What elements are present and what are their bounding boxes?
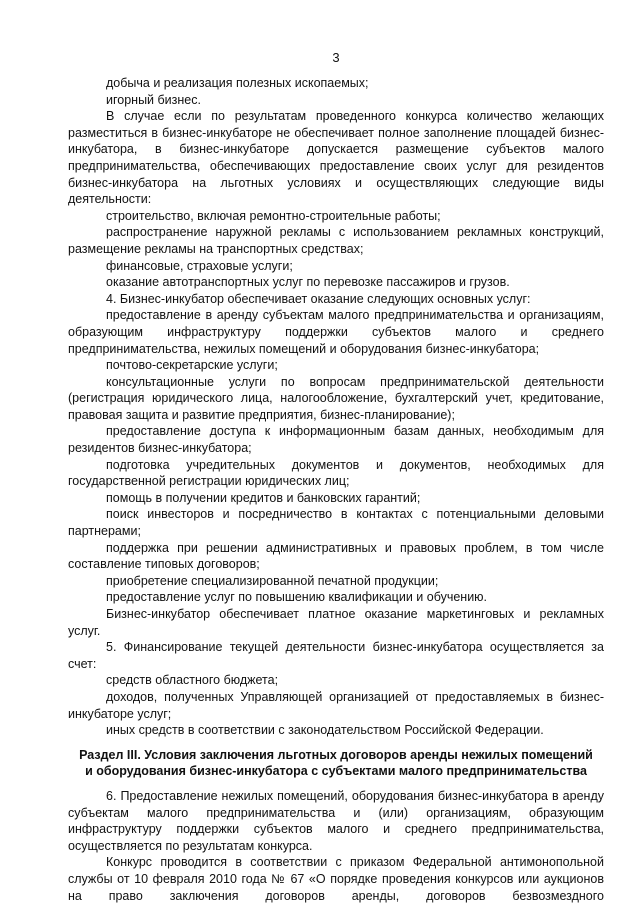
paragraph: предоставление услуг по повышению квалификации и обучению. (106, 590, 488, 605)
paragraph: средств областного бюджета; (106, 673, 279, 688)
paragraph: строительство, включая ремонтно-строительные работы; (106, 208, 441, 223)
paragraph: доходов, полученных Управляющей организацией от предоставляемых в бизнес-инкубаторе услуг; (68, 689, 604, 721)
paragraph: финансовые, страховые услуги; (106, 258, 293, 273)
spacer (68, 739, 604, 747)
paragraph: иных средств в соответствии с законодательством Российской Федерации. (106, 723, 544, 738)
paragraph: приобретение специализированной печатной продукции; (106, 573, 439, 588)
section-heading-line-1: Раздел III. Условия заключения льготных договоров аренды нежилых помещений (79, 747, 593, 762)
paragraph: предоставление доступа к информационным базам данных, необходимым для резидентов бизнес-инкубатора; (68, 424, 604, 456)
section-heading-line-2: и оборудования бизнес-инкубатора с субъектами малого предпринимательства (85, 764, 587, 779)
paragraph: Бизнес-инкубатор обеспечивает платное оказание маркетинговых и рекламных услуг. (68, 607, 604, 638)
paragraph: помощь в получении кредитов и банковских гарантий; (106, 490, 421, 505)
paragraph: игорный бизнес. (106, 92, 201, 107)
spacer (68, 780, 604, 788)
paragraph: предоставление в аренду субъектам малого предпринимательства и организациям, образующим инфраструктуру поддержки субъектов малого и среднего предпринимательства, нежилых помещений и оборудования бизнес-инкубатора; (68, 308, 604, 356)
paragraph: 5. Финансирование текущей деятельности бизнес-инкубатора осуществляется за счет: (68, 640, 604, 671)
paragraph: почтово-секретарские услуги; (106, 358, 278, 373)
page-number: 3 (332, 50, 340, 65)
paragraph: 6. Предоставление нежилых помещений, оборудования бизнес-инкубатора в аренду субъектам малого предпринимательства и (или) организациям, образующим инфраструктуру поддержки субъектов малого и среднего предпринимательства, осуществляется по результатам конкурса. (68, 788, 604, 853)
paragraph: добыча и реализация полезных ископаемых; (106, 76, 369, 90)
paragraph: поддержка при решении административных и правовых проблем, в том числе составление типовых договоров; (68, 540, 604, 572)
paragraph: Конкурс проводится в соответствии с приказом Федеральной антимонопольной службы от 10 февраля 2010 года № 67 «О порядке проведения конкурсов или аукционов на право заключения договоров аренды, договоров безвозмездного (68, 855, 604, 903)
paragraph: В случае если по результатам проведенного конкурса количество желающих разместиться в бизнес-инкубаторе не обеспечивает полное заполнение площадей бизнес-инкубатора, в бизнес-инкубаторе допускается размещение субъектов малого предпринимательства, обеспечивающих предоставление своих услуг для резидентов бизнес-инкубатора на льготных условиях и осуществляющих следующие виды деятельности: (68, 109, 604, 207)
paragraph: 4. Бизнес-инкубатор обеспечивает оказание следующих основных услуг: (106, 291, 531, 306)
paragraph: распространение наружной рекламы с использованием рекламных конструкций, размещение рекламы на транспортных средствах; (68, 225, 604, 256)
paragraph: поиск инвесторов и посредничество в контактах с потенциальными деловыми партнерами; (68, 507, 604, 539)
paragraph: подготовка учредительных документов и документов, необходимых для государственной регистрации юридических лиц; (68, 457, 604, 489)
paragraph: оказание автотранспортных услуг по перевозке пассажиров и грузов. (106, 275, 510, 290)
paragraph: консультационные услуги по вопросам предпринимательской деятельности (регистрация юридического лица, налогообложение, бухгалтерский учет, кредитование, правовая защита и развитие предприятия, бизнес-планирование); (68, 374, 604, 422)
